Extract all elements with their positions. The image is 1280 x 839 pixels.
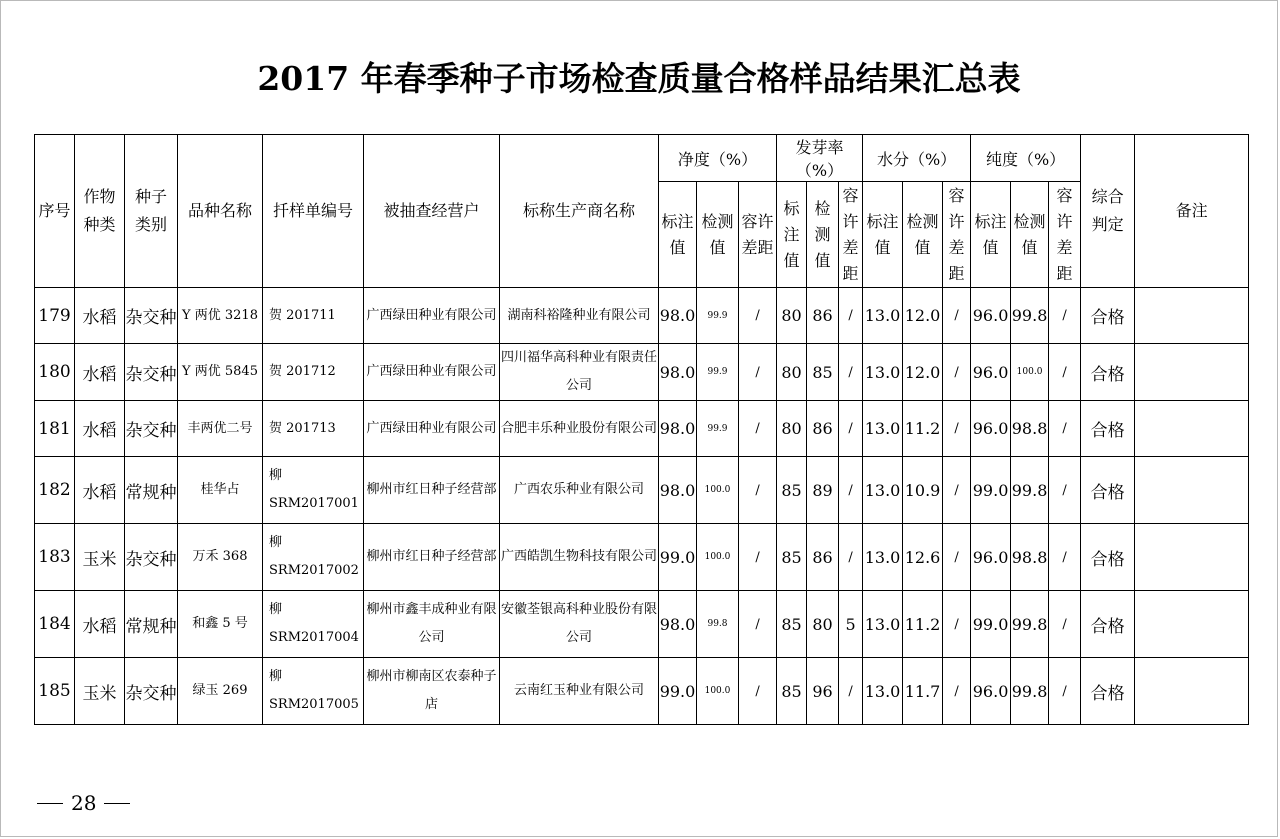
header-group-moisture: 水分（%） (863, 135, 971, 182)
cell-moist-test: 10.9 (903, 457, 943, 524)
cell-operator: 柳州市柳南区农泰种子店 (364, 658, 500, 725)
footer-dash-left (37, 803, 63, 804)
cell-operator: 柳州市鑫丰成种业有限公司 (364, 591, 500, 658)
cell-germ-tolerance: / (839, 288, 863, 344)
cell-clean-test: 99.9 (697, 288, 739, 344)
cell-germ-label: 80 (777, 401, 807, 457)
cell-purity-label: 96.0 (971, 288, 1011, 344)
cell-purity-tolerance: / (1049, 591, 1081, 658)
cell-crop: 水稻 (75, 401, 125, 457)
cell-purity-tolerance: / (1049, 524, 1081, 591)
cell-clean-label: 98.0 (659, 457, 697, 524)
cell-type: 杂交种 (125, 658, 178, 725)
header-producer: 标称生产商名称 (500, 135, 659, 288)
header-sample-no: 扦样单编号 (263, 135, 364, 288)
cell-purity-test: 98.8 (1011, 401, 1049, 457)
cell-producer: 四川福华高科种业有限责任公司 (500, 344, 659, 401)
table-row (35, 401, 1249, 457)
cell-clean-label: 98.0 (659, 591, 697, 658)
cell-type: 常规种 (125, 457, 178, 524)
cell-producer: 广西农乐种业有限公司 (500, 457, 659, 524)
cell-moist-label: 13.0 (863, 591, 903, 658)
cell-germ-test: 96 (807, 658, 839, 725)
cell-moist-label: 13.0 (863, 457, 903, 524)
cell-verdict: 合格 (1081, 344, 1135, 401)
cell-moist-label: 13.0 (863, 658, 903, 725)
cell-clean-test: 100.0 (697, 457, 739, 524)
cell-verdict: 合格 (1081, 401, 1135, 457)
cell-moist-tolerance: / (943, 591, 971, 658)
cell-moist-tolerance: / (943, 288, 971, 344)
cell-germ-label: 85 (777, 457, 807, 524)
header-purity-label: 标注值 (971, 182, 1011, 288)
cell-sample: 柳 SRM2017002 (263, 524, 364, 591)
header-verdict: 综合判定 (1081, 135, 1135, 288)
cell-variety: 桂华占 (178, 457, 263, 524)
cell-clean-tolerance: / (739, 288, 777, 344)
cell-purity-label: 99.0 (971, 591, 1011, 658)
header-seed-type: 种子类别 (125, 135, 178, 288)
page-number: 28 (71, 791, 97, 815)
cell-moist-test: 12.0 (903, 288, 943, 344)
cell-germ-tolerance: / (839, 401, 863, 457)
header-moist-test: 检测值 (903, 182, 943, 288)
cell-moist-tolerance: / (943, 457, 971, 524)
cell-clean-tolerance: / (739, 591, 777, 658)
header-clean-tolerance: 容许差距 (739, 182, 777, 288)
cell-type: 常规种 (125, 591, 178, 658)
cell-germ-test: 86 (807, 524, 839, 591)
cell-sample: 贺 201711 (263, 288, 364, 344)
cell-germ-label: 80 (777, 344, 807, 401)
cell-clean-tolerance: / (739, 524, 777, 591)
cell-moist-test: 11.2 (903, 401, 943, 457)
cell-producer: 安徽荃银高科种业股份有限公司 (500, 591, 659, 658)
cell-purity-test: 98.8 (1011, 524, 1049, 591)
cell-sample: 贺 201713 (263, 401, 364, 457)
cell-purity-test: 99.8 (1011, 457, 1049, 524)
cell-seq: 179 (35, 288, 75, 344)
cell-remark (1135, 658, 1249, 725)
cell-remark (1135, 524, 1249, 591)
header-crop: 作物种类 (75, 135, 125, 288)
cell-moist-test: 11.7 (903, 658, 943, 725)
cell-verdict: 合格 (1081, 524, 1135, 591)
cell-clean-test: 99.9 (697, 344, 739, 401)
cell-crop: 水稻 (75, 288, 125, 344)
page-footer (37, 791, 130, 815)
cell-clean-tolerance: / (739, 457, 777, 524)
cell-purity-tolerance: / (1049, 288, 1081, 344)
cell-germ-label: 85 (777, 591, 807, 658)
cell-clean-tolerance: / (739, 401, 777, 457)
header-group-cleanliness: 净度（%） (659, 135, 777, 182)
cell-seq: 184 (35, 591, 75, 658)
cell-remark (1135, 457, 1249, 524)
cell-moist-label: 13.0 (863, 401, 903, 457)
cell-clean-test: 100.0 (697, 524, 739, 591)
cell-moist-label: 13.0 (863, 344, 903, 401)
cell-variety: Y 两优 3218 (178, 288, 263, 344)
cell-purity-label: 96.0 (971, 658, 1011, 725)
cell-clean-test: 99.9 (697, 401, 739, 457)
cell-clean-label: 99.0 (659, 658, 697, 725)
cell-moist-label: 13.0 (863, 288, 903, 344)
cell-type: 杂交种 (125, 524, 178, 591)
cell-purity-label: 96.0 (971, 524, 1011, 591)
cell-moist-tolerance: / (943, 401, 971, 457)
cell-germ-tolerance: 5 (839, 591, 863, 658)
cell-sample: 贺 201712 (263, 344, 364, 401)
header-purity-tolerance: 容许差距 (1049, 182, 1081, 288)
cell-purity-tolerance: / (1049, 457, 1081, 524)
cell-operator: 柳州市红日种子经营部 (364, 457, 500, 524)
cell-purity-tolerance: / (1049, 658, 1081, 725)
header-clean-label: 标注值 (659, 182, 697, 288)
cell-verdict: 合格 (1081, 591, 1135, 658)
cell-crop: 玉米 (75, 524, 125, 591)
cell-clean-test: 100.0 (697, 658, 739, 725)
cell-operator: 广西绿田种业有限公司 (364, 344, 500, 401)
page-title: 2017 年春季种子市场检查质量合格样品结果汇总表 (257, 59, 1021, 98)
cell-verdict: 合格 (1081, 658, 1135, 725)
cell-germ-test: 86 (807, 288, 839, 344)
cell-remark (1135, 344, 1249, 401)
cell-germ-test: 86 (807, 401, 839, 457)
cell-producer: 湖南科裕隆种业有限公司 (500, 288, 659, 344)
cell-seq: 182 (35, 457, 75, 524)
header-moist-tolerance: 容许差距 (943, 182, 971, 288)
cell-producer: 合肥丰乐种业股份有限公司 (500, 401, 659, 457)
cell-operator: 广西绿田种业有限公司 (364, 288, 500, 344)
cell-moist-test: 12.6 (903, 524, 943, 591)
cell-moist-test: 11.2 (903, 591, 943, 658)
cell-clean-label: 98.0 (659, 401, 697, 457)
results-table (34, 134, 1249, 725)
header-group-purity: 纯度（%） (971, 135, 1081, 182)
table-row (35, 591, 1249, 658)
cell-variety: Y 两优 5845 (178, 344, 263, 401)
cell-moist-test: 12.0 (903, 344, 943, 401)
cell-type: 杂交种 (125, 344, 178, 401)
header-seq: 序号 (35, 135, 75, 288)
cell-remark (1135, 288, 1249, 344)
header-germ-test: 检测值 (807, 182, 839, 288)
cell-crop: 水稻 (75, 591, 125, 658)
header-group-germination: 发芽率（%） (777, 135, 863, 182)
cell-germ-label: 85 (777, 524, 807, 591)
header-variety: 品种名称 (178, 135, 263, 288)
table-row (35, 288, 1249, 344)
cell-germ-tolerance: / (839, 344, 863, 401)
header-moist-label: 标注值 (863, 182, 903, 288)
cell-moist-tolerance: / (943, 524, 971, 591)
cell-remark (1135, 401, 1249, 457)
cell-germ-tolerance: / (839, 524, 863, 591)
cell-remark (1135, 591, 1249, 658)
header-remark: 备注 (1135, 135, 1249, 288)
cell-purity-test: 99.8 (1011, 658, 1049, 725)
cell-seq: 185 (35, 658, 75, 725)
cell-clean-tolerance: / (739, 658, 777, 725)
cell-moist-label: 13.0 (863, 524, 903, 591)
cell-purity-label: 96.0 (971, 344, 1011, 401)
cell-sample: 柳 SRM2017001 (263, 457, 364, 524)
cell-germ-label: 80 (777, 288, 807, 344)
header-clean-test: 检测值 (697, 182, 739, 288)
cell-operator: 柳州市红日种子经营部 (364, 524, 500, 591)
header-operator: 被抽查经营户 (364, 135, 500, 288)
cell-variety: 丰两优二号 (178, 401, 263, 457)
cell-clean-tolerance: / (739, 344, 777, 401)
cell-germ-label: 85 (777, 658, 807, 725)
cell-verdict: 合格 (1081, 288, 1135, 344)
cell-variety: 和鑫 5 号 (178, 591, 263, 658)
cell-variety: 万禾 368 (178, 524, 263, 591)
cell-germ-test: 85 (807, 344, 839, 401)
cell-type: 杂交种 (125, 288, 178, 344)
cell-variety: 绿玉 269 (178, 658, 263, 725)
cell-purity-tolerance: / (1049, 344, 1081, 401)
table-row (35, 658, 1249, 725)
cell-purity-label: 96.0 (971, 401, 1011, 457)
cell-seq: 181 (35, 401, 75, 457)
table-row (35, 524, 1249, 591)
cell-clean-label: 98.0 (659, 288, 697, 344)
cell-crop: 玉米 (75, 658, 125, 725)
cell-germ-test: 89 (807, 457, 839, 524)
footer-dash-right (104, 803, 130, 804)
cell-sample: 柳 SRM2017005 (263, 658, 364, 725)
cell-type: 杂交种 (125, 401, 178, 457)
header-germ-tolerance: 容许差距 (839, 182, 863, 288)
cell-purity-label: 99.0 (971, 457, 1011, 524)
cell-clean-test: 99.8 (697, 591, 739, 658)
cell-verdict: 合格 (1081, 457, 1135, 524)
header-purity-test: 检测值 (1011, 182, 1049, 288)
cell-clean-label: 98.0 (659, 344, 697, 401)
cell-moist-tolerance: / (943, 658, 971, 725)
cell-crop: 水稻 (75, 457, 125, 524)
cell-germ-tolerance: / (839, 658, 863, 725)
cell-purity-tolerance: / (1049, 401, 1081, 457)
cell-operator: 广西绿田种业有限公司 (364, 401, 500, 457)
cell-germ-test: 80 (807, 591, 839, 658)
cell-germ-tolerance: / (839, 457, 863, 524)
cell-seq: 183 (35, 524, 75, 591)
cell-crop: 水稻 (75, 344, 125, 401)
cell-seq: 180 (35, 344, 75, 401)
cell-sample: 柳 SRM2017004 (263, 591, 364, 658)
cell-producer: 云南红玉种业有限公司 (500, 658, 659, 725)
cell-purity-test: 99.8 (1011, 591, 1049, 658)
table-row (35, 457, 1249, 524)
cell-producer: 广西皓凯生物科技有限公司 (500, 524, 659, 591)
cell-purity-test: 100.0 (1011, 344, 1049, 401)
table-row (35, 344, 1249, 401)
cell-clean-label: 99.0 (659, 524, 697, 591)
cell-moist-tolerance: / (943, 344, 971, 401)
cell-purity-test: 99.8 (1011, 288, 1049, 344)
header-germ-label: 标注值 (777, 182, 807, 288)
